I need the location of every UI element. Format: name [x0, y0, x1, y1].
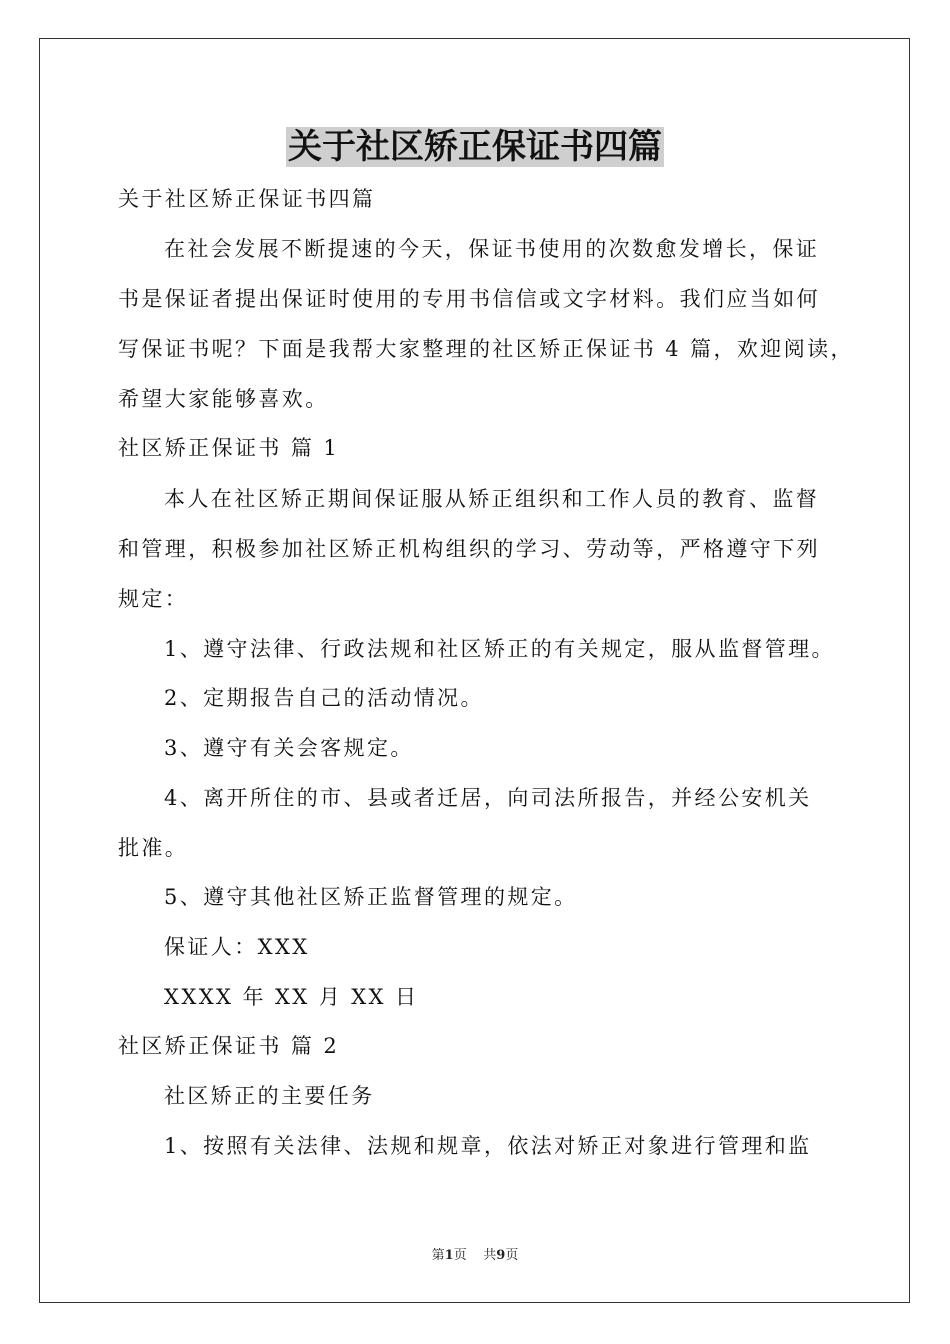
rule-item-3: 3、遵守有关会客规定。 — [164, 736, 414, 760]
rule-item-4-line-1: 4、离开所住的市、县或者迁居，向司法所报告，并经公安机关 — [164, 786, 812, 810]
page-number: 1 — [444, 1248, 454, 1263]
rule-item-4-line-2: 批准。 — [118, 836, 189, 860]
date-line: XXXX 年 XX 月 XX 日 — [164, 985, 419, 1009]
section-1-paragraph-line-3: 规定： — [118, 587, 189, 611]
rule-item-2: 2、定期报告自己的活动情况。 — [164, 686, 484, 710]
page-prefix: 第 — [431, 1248, 445, 1263]
total-suffix: 页 — [505, 1248, 519, 1263]
total-pages: 9 — [496, 1248, 506, 1263]
section-2-paragraph: 社区矫正的主要任务 — [164, 1084, 375, 1108]
intro-line-3: 写保证书呢？下面是我帮大家整理的社区矫正保证书 4 篇，欢迎阅读， — [118, 337, 854, 361]
intro-line-4: 希望大家能够喜欢。 — [118, 387, 329, 411]
rule-item-5: 5、遵守其他社区矫正监督管理的规定。 — [164, 885, 578, 909]
intro-line-2: 书是保证者提出保证时使用的专用书信信或文字材料。我们应当如何 — [118, 287, 820, 311]
page-footer — [0, 1247, 950, 1265]
intro-line-1: 在社会发展不断提速的今天，保证书使用的次数愈发增长，保证 — [164, 237, 820, 261]
document-title-text: 关于社区矫正保证书四篇 — [288, 127, 662, 167]
document-title — [0, 124, 950, 170]
total-prefix: 共 — [483, 1248, 497, 1263]
page-border — [39, 38, 910, 1303]
section-1-heading: 社区矫正保证书 篇 1 — [118, 436, 340, 460]
document-subtitle: 关于社区矫正保证书四篇 — [118, 187, 376, 211]
page-suffix: 页 — [453, 1248, 467, 1263]
section-2-heading: 社区矫正保证书 篇 2 — [118, 1034, 340, 1058]
section-1-paragraph-line-2: 和管理，积极参加社区矫正机构组织的学习、劳动等，严格遵守下列 — [118, 537, 820, 561]
guarantor-line: 保证人：XXX — [164, 935, 310, 959]
section-2-item-1-line-1: 1、按照有关法律、法规和规章，依法对矫正对象进行管理和监 — [164, 1134, 812, 1158]
rule-item-1: 1、遵守法律、行政法规和社区矫正的有关规定，服从监督管理。 — [164, 637, 835, 661]
section-1-paragraph-line-1: 本人在社区矫正期间保证服从矫正组织和工作人员的教育、监督 — [164, 487, 820, 511]
